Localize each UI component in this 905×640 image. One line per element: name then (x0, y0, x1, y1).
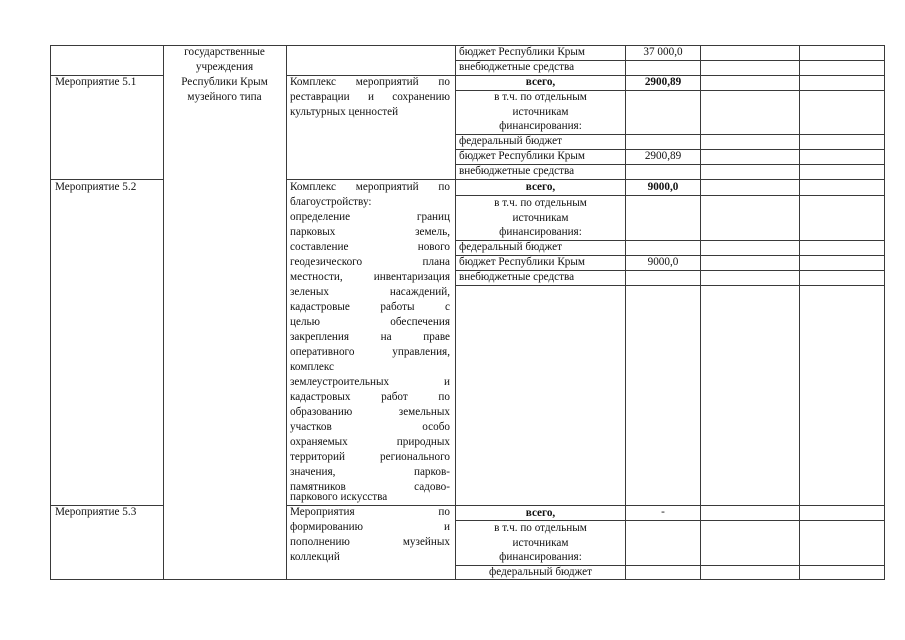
measure-id: Мероприятие 5.1 (55, 76, 137, 88)
breakdown-line: финансирования: (499, 551, 582, 563)
breakdown-line: в т.ч. по отдельным (494, 522, 587, 534)
measure-description-line: памятников садово- (290, 481, 450, 493)
source-crimea-budget: бюджет Республики Крым (459, 150, 585, 162)
measure-description-line: территорий регионального (290, 451, 450, 463)
measure-description-line: комплекс (290, 361, 334, 373)
total-label: всего, (525, 507, 556, 519)
total-label: всего, (525, 181, 556, 193)
measure-description-line: коллекций (290, 551, 340, 563)
total-amount: - (661, 506, 665, 518)
measure-description-line: оперативного управления, (290, 346, 450, 358)
measure-description-line: Комплекс мероприятий по (290, 181, 450, 193)
executor-line: учреждения (195, 61, 254, 73)
measure-description-line: кадастровых работ по (290, 391, 450, 403)
breakdown-line: в т.ч. по отдельным (494, 91, 587, 103)
total-amount: 2900,89 (644, 76, 682, 88)
measure-description-line: кадастровые работы с (290, 301, 450, 313)
executor-line: государственные (184, 46, 265, 58)
measure-description-line: местности, инвентаризация (290, 271, 450, 283)
measure-description-line: составление нового (290, 241, 450, 253)
measure-description-line: паркового искусства (290, 491, 388, 503)
measure-description-line: реставрации и сохранению (290, 91, 450, 103)
measure-description-line: культурных ценностей (290, 106, 399, 118)
measure-id: Мероприятие 5.2 (55, 181, 137, 193)
measure-description-line: землеустроительных и (290, 376, 450, 388)
source-crimea-budget: бюджет Республики Крым (459, 256, 585, 268)
executor-line: музейного типа (187, 91, 262, 103)
source-federal-budget: федеральный бюджет (459, 241, 562, 253)
measure-description-line: целью обеспечения (290, 316, 450, 328)
measure-description-line: парковых земель, (290, 226, 450, 238)
col-rule (884, 45, 885, 580)
measure-id: Мероприятие 5.3 (55, 506, 137, 518)
measure-description-line: значения, парков- (290, 466, 450, 478)
measure-description-line: пополнению музейных (290, 536, 450, 548)
total-amount: 9000,0 (647, 181, 679, 193)
breakdown-line: финансирования: (499, 226, 582, 238)
executor-line: Республики Крым (181, 76, 268, 88)
measure-description-line: определение границ (290, 211, 450, 223)
total-label: всего, (525, 76, 556, 88)
measure-description-line: зеленых насаждений, (290, 286, 450, 298)
breakdown-line: финансирования: (499, 120, 582, 132)
measure-description-line: охраняемых природных (290, 436, 450, 448)
breakdown-line: источникам (512, 212, 569, 224)
measure-description-line: образованию земельных (290, 406, 450, 418)
measure-description-line: формированию и (290, 521, 450, 533)
source-federal-budget: федеральный бюджет (489, 566, 592, 578)
source-federal-budget: федеральный бюджет (459, 135, 562, 147)
measure-description-line: участков особо (290, 421, 450, 433)
measure-description-line: геодезического плана (290, 256, 450, 268)
source-extrabudgetary: внебюджетные средства (459, 271, 575, 283)
measure-description-line: закрепления на праве (290, 331, 450, 343)
breakdown-line: источникам (512, 537, 569, 549)
measure-description-line: Мероприятия по (290, 506, 450, 518)
col-rule (700, 45, 701, 580)
col-rule (625, 45, 626, 580)
breakdown-line: источникам (512, 106, 569, 118)
measure-description-line: благоустройству: (290, 196, 372, 208)
col-rule (163, 45, 164, 580)
measure-description-line: Комплекс мероприятий по (290, 76, 450, 88)
col-rule (799, 45, 800, 580)
amount-crimea-budget: 37 000,0 (643, 46, 683, 58)
source-extrabudgetary: внебюджетные средства (459, 165, 575, 177)
source-crimea-budget: бюджет Республики Крым (459, 46, 585, 58)
amount-crimea-budget: 2900,89 (644, 150, 682, 162)
col-rule (286, 45, 287, 580)
source-extrabudgetary: внебюджетные средства (459, 61, 575, 73)
breakdown-line: в т.ч. по отдельным (494, 197, 587, 209)
col-rule (50, 45, 51, 580)
amount-crimea-budget: 9000,0 (647, 256, 679, 268)
